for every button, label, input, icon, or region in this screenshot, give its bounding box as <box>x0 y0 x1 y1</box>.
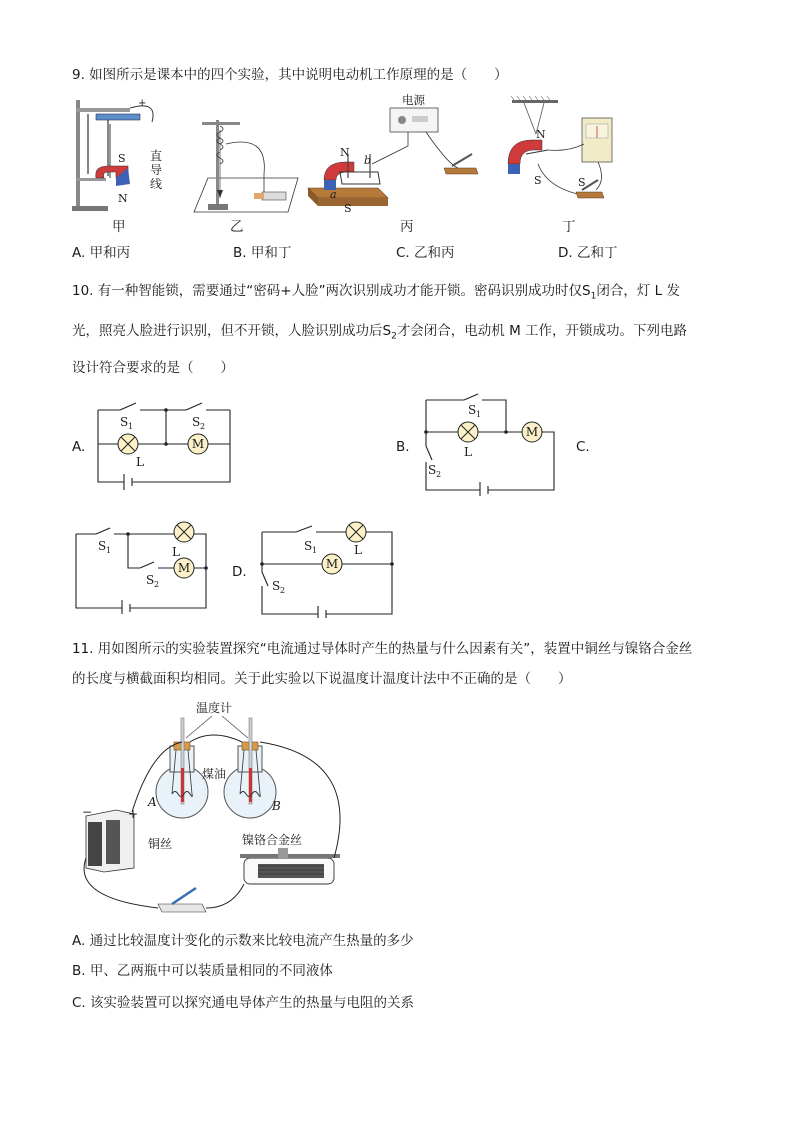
q10-circuit-c[interactable] <box>74 518 212 614</box>
fig-jia-electromagnetic-setup <box>72 98 162 211</box>
bing-s-label: S <box>344 202 352 215</box>
circuit-b-motor-label: M <box>525 425 539 439</box>
switch <box>158 888 206 912</box>
q9-option-b[interactable]: B. 甲和丁 <box>233 245 292 261</box>
ding-s-label: S <box>534 174 542 187</box>
circuit-c-lamp-label: L <box>172 545 180 559</box>
q10-line-3: 设计符合要求的是（ ） <box>72 360 234 376</box>
circuit-b-lamp-label: L <box>464 445 472 459</box>
q10-option-a-label[interactable]: A. <box>72 439 86 455</box>
circuit-d-s2-label: S <box>272 579 281 593</box>
circuit-a-lamp-label: L <box>136 455 144 469</box>
circuit-d-lamp-label: L <box>354 543 362 557</box>
jia-wire-label-1: 直 <box>150 149 163 163</box>
q9-option-d[interactable]: D. 乙和丁 <box>558 245 618 261</box>
circuit-d-motor-label: M <box>325 557 339 571</box>
jia-wire-label-3: 线 <box>150 177 163 191</box>
q10-line-1: 10. 有一种智能锁，需要通过“密码+人脸”两次识别成功才能开锁。密码识别成功时仅$S_1$闭合，灯 L 发 <box>72 283 680 302</box>
battery-minus-label: − <box>82 805 93 819</box>
q10-option-b-label[interactable]: B. <box>396 439 410 455</box>
battery-plus-label: + <box>128 807 139 821</box>
jia-plus-label: + <box>138 98 147 109</box>
circuit-c-s2-sub: 2 <box>154 580 160 589</box>
flask-b <box>224 718 276 818</box>
q10-circuit-a[interactable] <box>94 396 236 492</box>
q9-option-c[interactable]: C. 乙和丙 <box>396 245 455 261</box>
q10-option-d-label[interactable]: D. <box>232 564 247 580</box>
circuit-c-s1-label: S <box>98 539 107 553</box>
circuit-c-motor-label: M <box>177 561 191 575</box>
q11-option-c[interactable]: C. 该实验装置可以探究通电导体产生的热量与电阻的关系 <box>72 995 415 1011</box>
jia-wire-label-2: 导 <box>150 163 163 177</box>
battery <box>82 805 138 872</box>
q11-line-2: 的长度与横截面积均相同。关于此实验以下说温度计温度计法中不正确的是（ ） <box>72 671 572 687</box>
q9-stem: 9. 如图所示是课本中的四个实验，其中说明电动机工作原理的是（ ） <box>72 67 508 83</box>
q9-label-ding: 丁 <box>562 219 576 235</box>
circuit-b-s2-label: S <box>428 463 437 477</box>
bing-a-label: a <box>330 188 337 201</box>
q11-apparatus-figure <box>72 698 372 920</box>
copper-wire-label: 铜丝 <box>148 837 173 851</box>
thermometer-label: 温度计 <box>196 701 233 715</box>
circuit-b-s2-sub: 2 <box>436 470 442 479</box>
q11-option-a[interactable]: A. 通过比较温度计变化的示数来比较电流产生热量的多少 <box>72 933 414 949</box>
q10-option-c-label[interactable]: C. <box>576 439 590 455</box>
fig-ding-generator-setup <box>508 96 612 198</box>
jia-n-label: N <box>118 192 128 205</box>
q10-circuit-d[interactable] <box>258 518 398 618</box>
q11-option-b[interactable]: B. 甲、乙两瓶中可以装质量相同的不同液体 <box>72 963 333 979</box>
circuit-a-s2-sub: 2 <box>200 422 206 431</box>
circuit-a-motor-label: M <box>191 437 205 451</box>
q9-option-a[interactable]: A. 甲和丙 <box>72 245 131 261</box>
ding-s2-label: S <box>578 176 586 189</box>
q10-circuit-b[interactable] <box>418 392 562 496</box>
circuit-a-s1-label: S <box>120 415 129 429</box>
bing-power-label: 电源 <box>402 94 425 107</box>
q10-line-2: 光，照亮人脸进行识别，但不开锁，人脸识别成功后$S_2$才会闭合，电动机 M 工作，开锁成功。下列电路 <box>72 323 688 342</box>
q9-label-jia: 甲 <box>112 219 126 235</box>
circuit-a-s1-sub: 1 <box>128 422 134 431</box>
circuit-d-s1-label: S <box>304 539 313 553</box>
rheostat <box>240 848 340 884</box>
circuit-b-s1-sub: 1 <box>476 410 482 419</box>
ding-n-label: N <box>536 128 546 141</box>
circuit-a-s2-label: S <box>192 415 201 429</box>
bing-b-label: b <box>364 154 372 167</box>
flask-a-label: A <box>148 795 157 809</box>
circuit-d-s1-sub: 1 <box>312 546 318 555</box>
nichrome-wire-label: 镍铬合金丝 <box>242 833 303 847</box>
circuit-b-s1-label: S <box>468 403 477 417</box>
circuit-d-s2-sub: 2 <box>280 586 286 595</box>
q9-figure <box>68 94 628 236</box>
flask-a <box>156 718 208 818</box>
q9-label-bing: 丙 <box>400 219 414 235</box>
bing-n-label: N <box>340 146 350 159</box>
circuit-c-s1-sub: 1 <box>106 546 112 555</box>
kerosene-label: 煤油 <box>202 767 227 781</box>
jia-s-label: S <box>118 152 126 165</box>
circuit-c-s2-label: S <box>146 573 155 587</box>
fig-yi-solenoid-setup <box>194 120 298 212</box>
fig-bing-motor-setup <box>308 94 478 215</box>
q11-line-1: 11. 用如图所示的实验装置探究“电流通过导体时产生的热量与什么因素有关”，装置中铜丝与镍铬合金丝 <box>72 641 693 657</box>
q9-label-yi: 乙 <box>230 219 244 235</box>
flask-b-label: B <box>272 799 281 813</box>
